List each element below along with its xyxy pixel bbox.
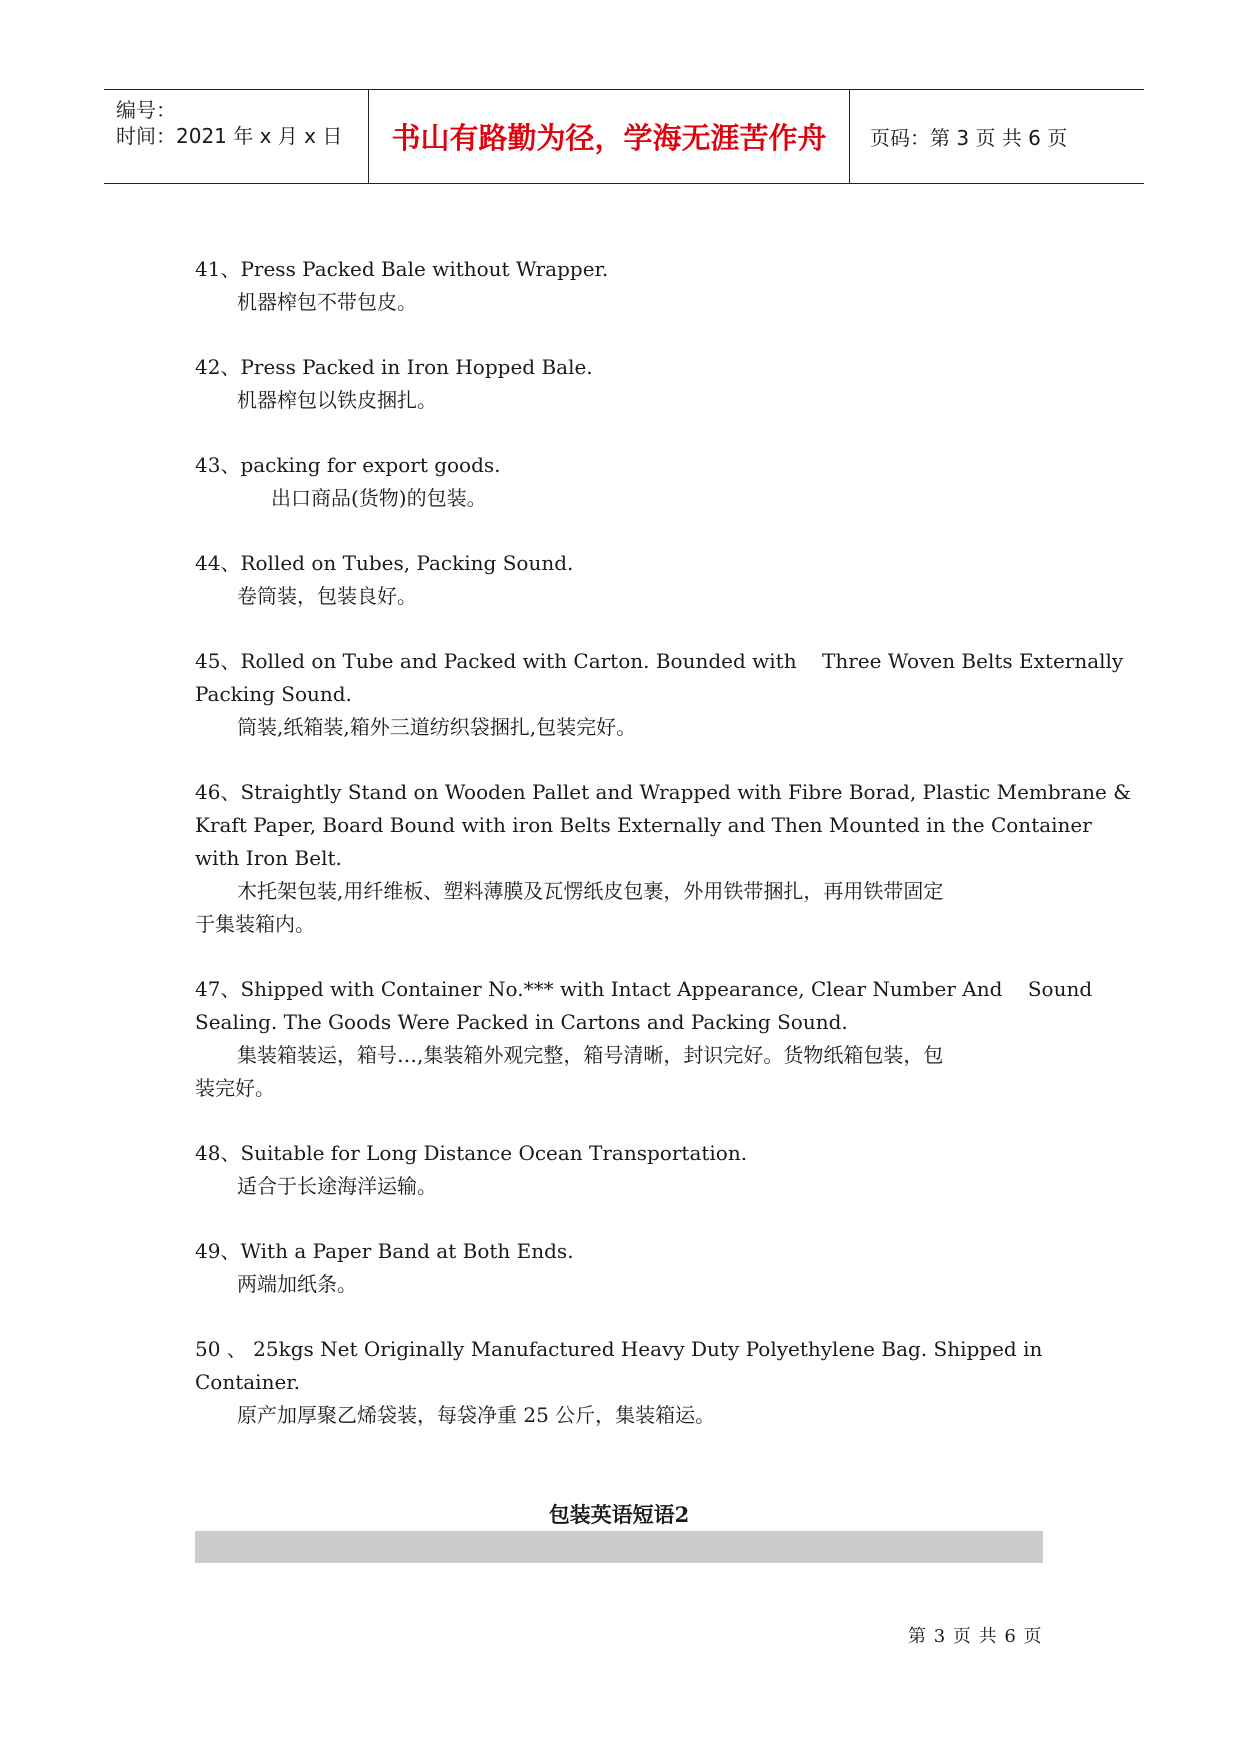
entry-english: 44、Rolled on Tubes, Packing Sound. [195,551,574,575]
entry-english: 47、Shipped with Container No.*** with Intact Appearance, Clear Number And Sound [195,977,1093,1001]
entry-english: 48、Suitable for Long Distance Ocean Transportation. [195,1141,748,1165]
entry-english-cont: Sealing. The Goods Were Packed in Cartons and Packing Sound. [195,1010,848,1034]
entry-english-cont: with Iron Belt. [195,846,342,870]
entry-chinese: 适合于长途海洋运输。 [237,1174,437,1198]
entry-48 [195,1137,1038,1203]
entry-chinese-cont: 装完好。 [195,1076,275,1100]
entry-47 [195,973,1093,1105]
entry-45 [195,645,1124,744]
time-label: 时间：2021 年 x 月 x 日 [116,124,343,148]
section-title: 包装英语短语2 [548,1502,690,1527]
entry-english-cont: Container. [195,1370,301,1394]
entry-chinese: 原产加厚聚乙烯袋装，每袋净重 25 公斤，集装箱运。 [237,1403,716,1427]
entry-chinese: 集装箱装运，箱号…,集装箱外观完整，箱号清晰，封识完好。货物纸箱包装，包 [237,1043,944,1067]
entry-chinese: 出口商品(货物)的包装。 [271,486,487,510]
entry-english-cont: Kraft Paper, Board Bound with iron Belts Externally and Then Mounted in the Container [195,813,1092,837]
header-info-cell [104,90,369,183]
page-header [104,89,1144,184]
section-divider-bar [195,1531,1043,1563]
entry-chinese: 机器榨包以铁皮捆扎。 [237,388,437,412]
number-label: 编号： [116,98,176,122]
entry-english: 49、With a Paper Band at Both Ends. [195,1239,574,1263]
entry-50 [195,1333,1043,1432]
entry-chinese: 两端加纸条。 [237,1272,357,1296]
entry-english: 50 、 25kgs Net Originally Manufactured Heavy Duty Polyethylene Bag. Shipped in [195,1337,1043,1361]
entry-chinese: 木托架包装,用纤维板、塑料薄膜及瓦愣纸皮包裹，外用铁带捆扎，再用铁带固定 [237,879,944,903]
entry-english: 46、Straightly Stand on Wooden Pallet and Wrapped with Fibre Borad, Plastic Membrane & [195,780,1132,804]
entry-list [195,253,1132,1464]
entry-english: 45、Rolled on Tube and Packed with Carton. Bounded with Three Woven Belts Externally [195,649,1124,673]
page-label: 页码：第 3 页 共 6 页 [870,126,1068,150]
entry-41 [195,253,1038,319]
page-footer: 第 3 页 共 6 页 [908,1626,1043,1647]
entry-chinese: 卷筒装，包装良好。 [237,584,417,608]
entry-chinese-cont: 于集装箱内。 [195,912,315,936]
entry-44 [195,547,1038,613]
entry-49 [195,1235,1038,1301]
entry-english-cont: Packing Sound. [195,682,352,706]
entry-chinese: 机器榨包不带包皮。 [237,290,417,314]
entry-english: 42、Press Packed in Iron Hopped Bale. [195,355,593,379]
entry-english: 43、packing for export goods. [195,453,501,477]
motto: 书山有路勤为径，学海无涯苦作舟 [369,90,850,183]
entry-43 [195,449,1038,515]
entry-chinese: 筒装,纸箱装,箱外三道纺织袋捆扎,包装完好。 [237,715,637,739]
entry-english: 41、Press Packed Bale without Wrapper. [195,257,609,281]
entry-42 [195,351,1038,417]
entry-46 [195,776,1132,941]
